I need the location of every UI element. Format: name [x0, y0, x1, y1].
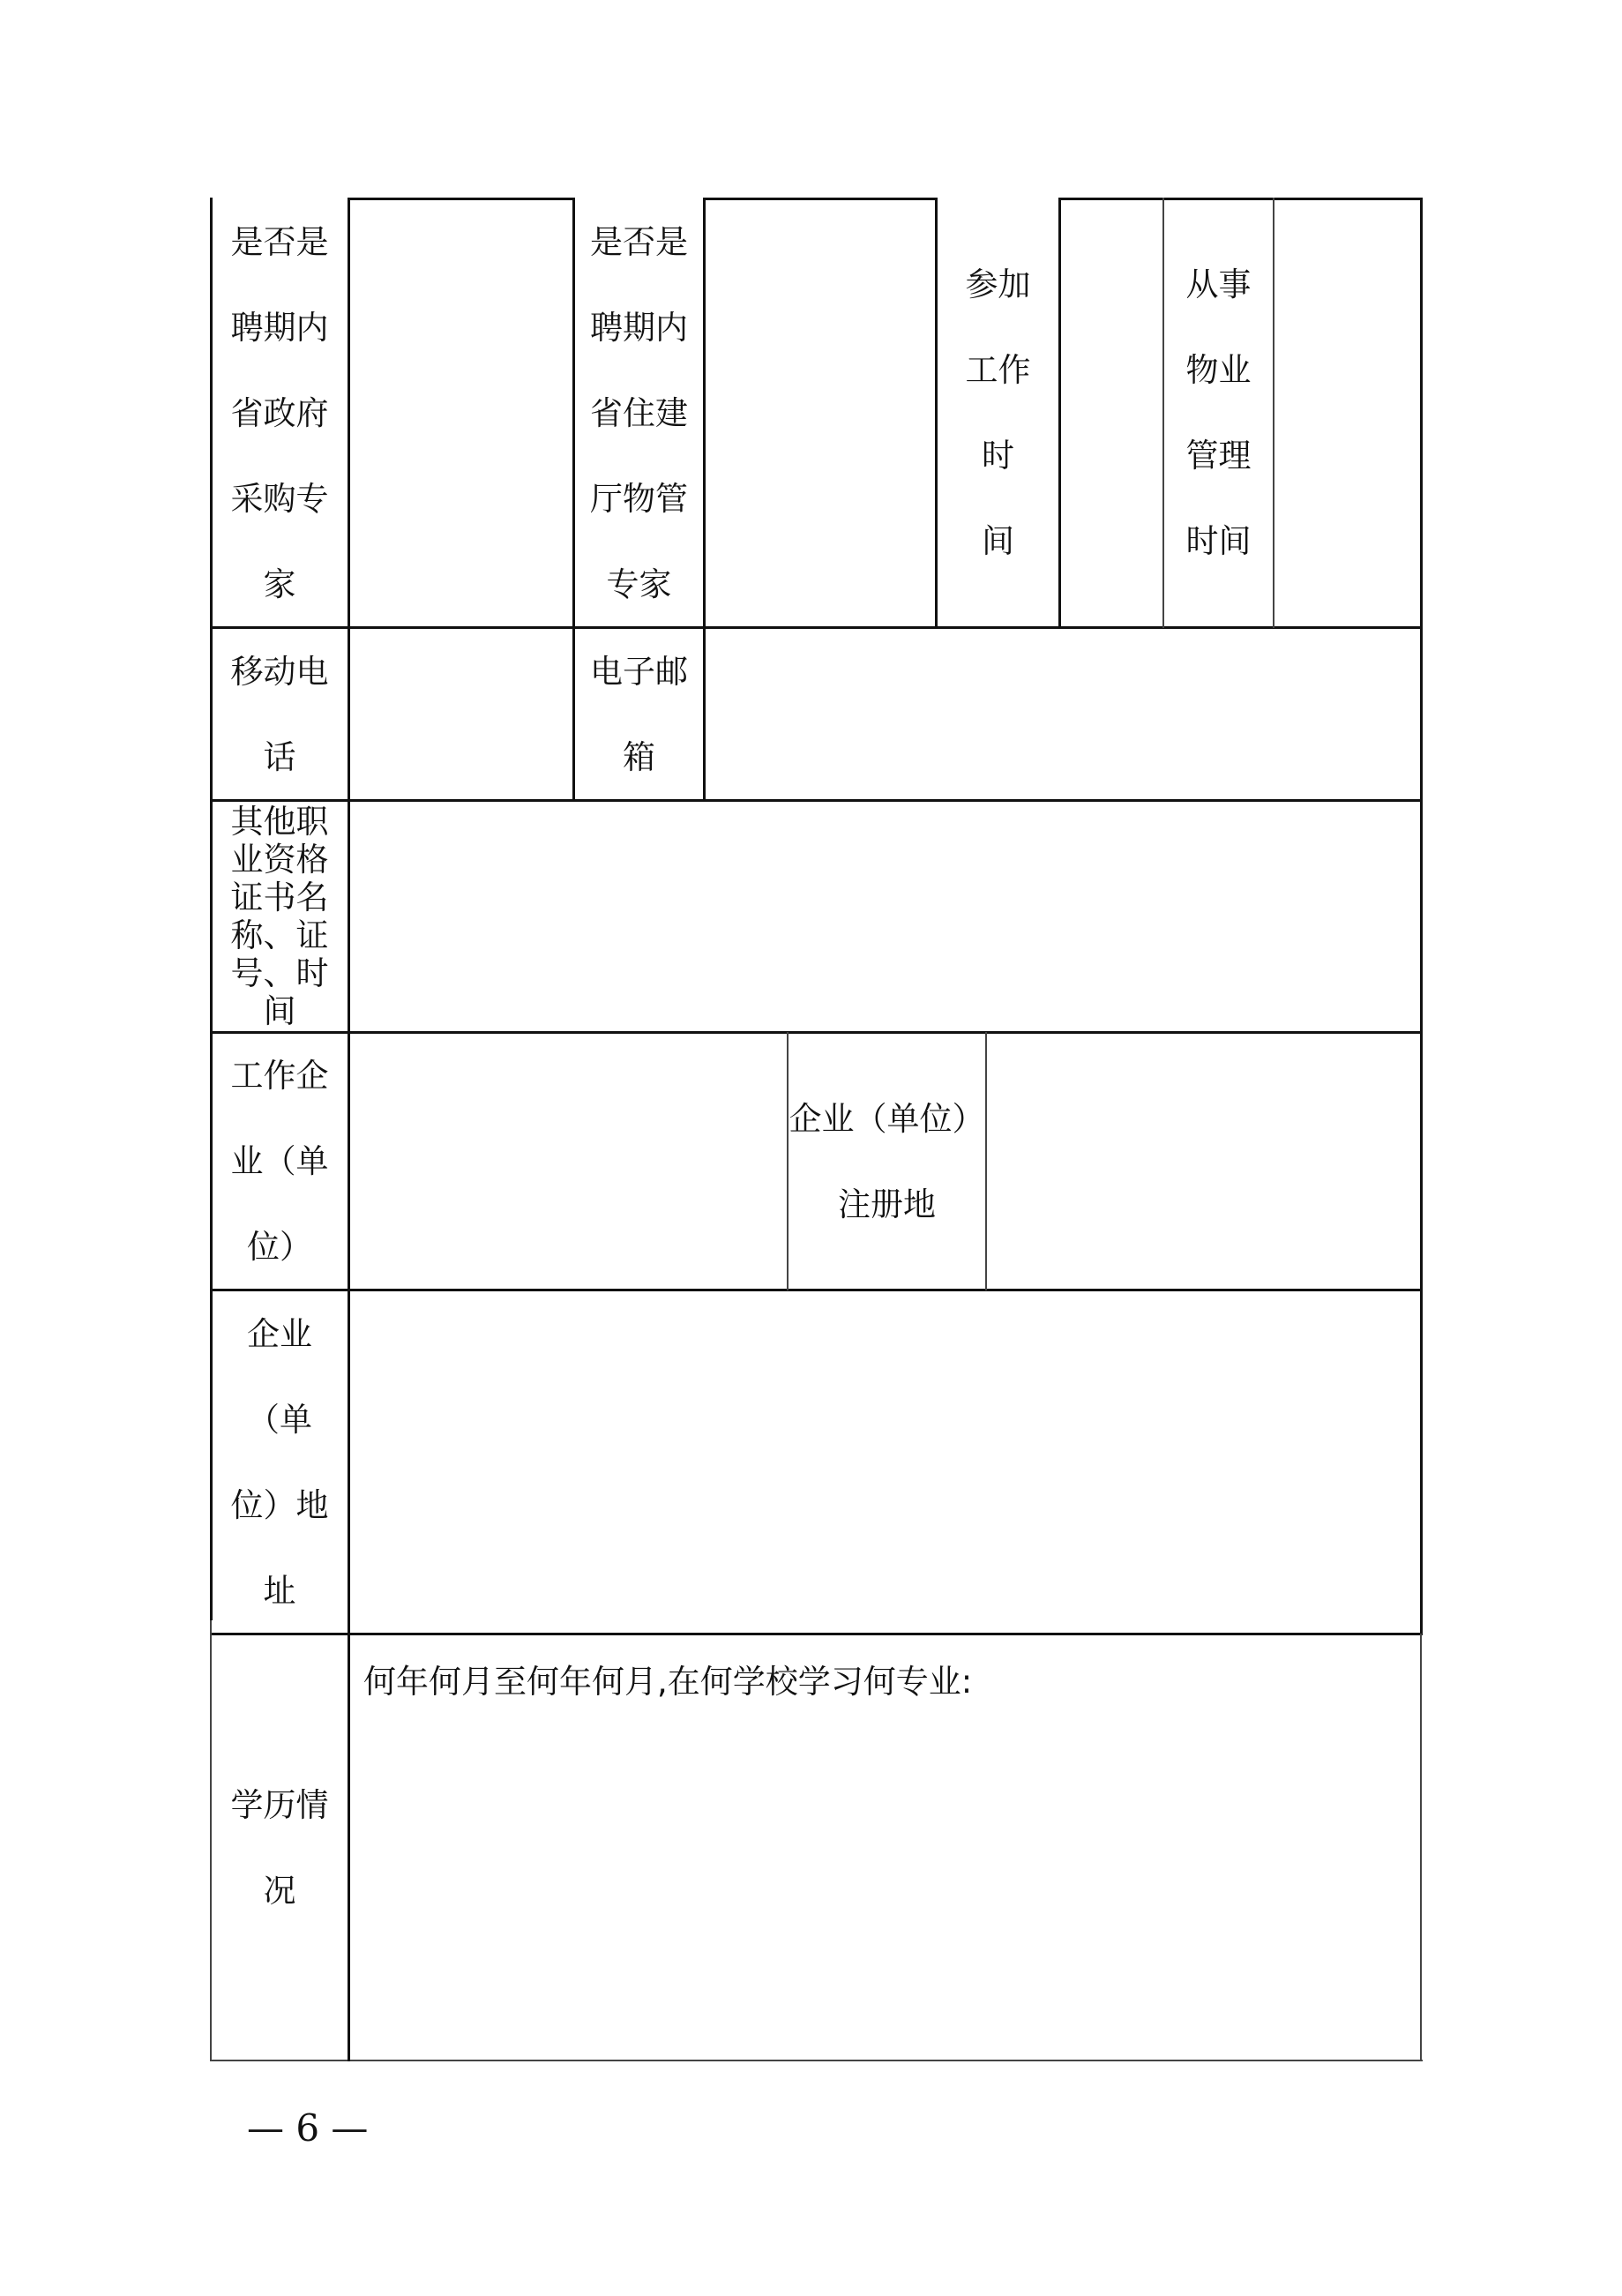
company-address-field[interactable]: [350, 1291, 1420, 1633]
page-number: — 6 —: [247, 2106, 369, 2150]
email-field[interactable]: [706, 629, 1420, 799]
gov-procurement-expert-label: 是否是 聘期内 省政府 采购专 家: [230, 222, 329, 603]
work-start-time-field[interactable]: [1061, 200, 1162, 626]
education-label: 学历情 况: [230, 1785, 329, 1910]
registration-place-label: 企业（单位） 注册地: [789, 1099, 985, 1223]
table-border: [1420, 1634, 1422, 2061]
registration-place-field[interactable]: [987, 1034, 1420, 1289]
mobile-phone-field[interactable]: [350, 629, 572, 799]
email-label: 电子邮 箱: [590, 652, 688, 776]
gov-procurement-expert-field[interactable]: [350, 200, 572, 626]
other-certificates-field[interactable]: [350, 802, 1420, 1031]
table-border: [1420, 198, 1423, 1634]
mobile-phone-label: 移动电 话: [230, 652, 329, 776]
education-prompt: 何年何月至何年何月,在何学校学习何专业:: [363, 1663, 973, 1701]
work-start-time-label: 参加 工作 时 间: [965, 265, 1031, 560]
housing-dept-expert-field[interactable]: [706, 200, 935, 626]
employer-field[interactable]: [350, 1034, 787, 1289]
table-border: [210, 2060, 1423, 2061]
other-certificates-label: 其他职 业资格 证书名 称、证 号、时 间: [230, 803, 329, 1030]
housing-dept-expert-label: 是否是 聘期内 省住建 厅物管 专家: [590, 222, 688, 603]
property-management-time-field[interactable]: [1274, 200, 1420, 626]
property-management-time-label: 从事 物业 管理 时间: [1185, 265, 1252, 560]
employer-label: 工作企 业（单 位）: [230, 1057, 329, 1266]
company-address-label: 企业 （单 位）地 址: [230, 1314, 329, 1610]
